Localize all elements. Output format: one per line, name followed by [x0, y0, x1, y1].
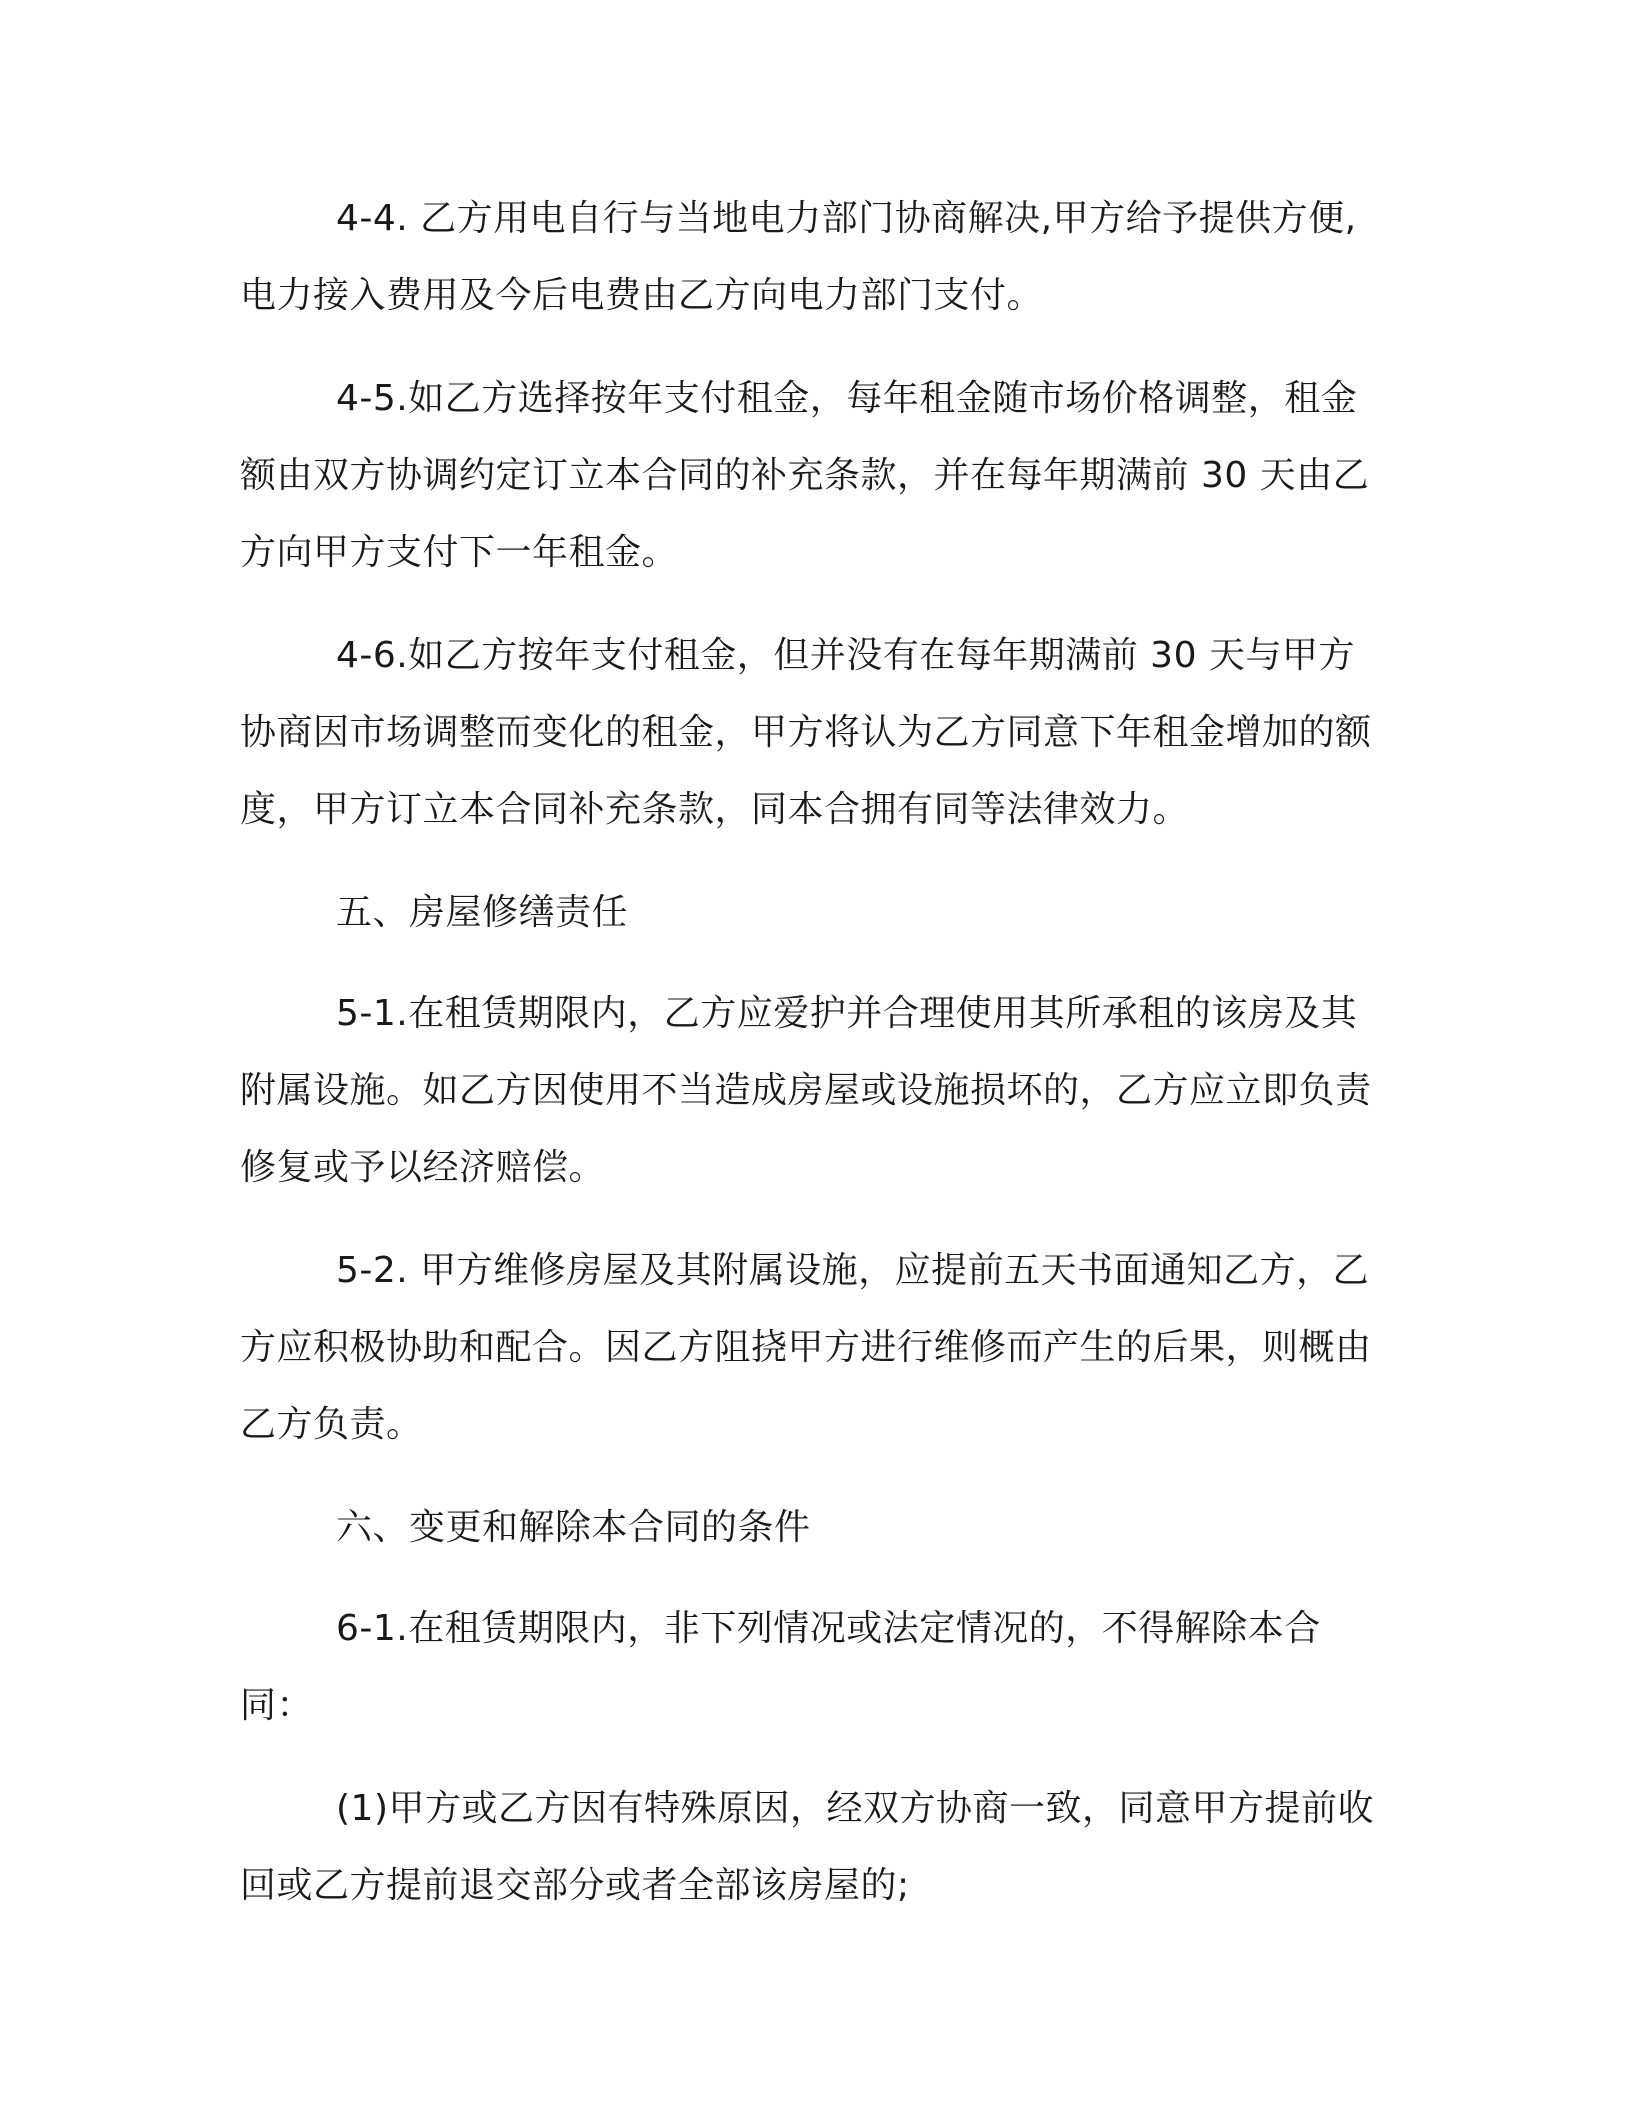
- clause-4-5: 4-5.如乙方选择按年支付租金，每年租金随市场价格调整，租金额由双方协调约定订立本合同的补充条款，并在每年期满前 30 天由乙方向甲方支付下一年租金。: [240, 378, 1370, 573]
- clause-6-1-item-1: (1)甲方或乙方因有特殊原因，经双方协商一致，同意甲方提前收回或乙方提前退交部分或者全部该房屋的;: [240, 1788, 1374, 1906]
- section-heading-6: 六、变更和解除本合同的条件: [336, 1507, 811, 1548]
- clause-6-1: 6-1.在租赁期限内，非下列情况或法定情况的，不得解除本合同：: [240, 1608, 1321, 1726]
- section-heading-5: 五、房屋修缮责任: [336, 892, 629, 933]
- clause-4-4: 4-4. 乙方用电自行与当地电力部门协商解决,甲方给予提供方便,电力接入费用及今后电费由乙方向电力部门支付。: [240, 198, 1357, 316]
- document-page: [240, 180, 1390, 1950]
- clause-4-6: 4-6.如乙方按年支付租金，但并没有在每年期满前 30 天与甲方协商因市场调整而变化的租金，甲方将认为乙方同意下年租金增加的额度，甲方订立本合同补充条款，同本合拥有同等法律效力。: [240, 635, 1372, 830]
- clause-5-2: 5-2. 甲方维修房屋及其附属设施，应提前五天书面通知乙方，乙方应积极协助和配合。因乙方阻挠甲方进行维修而产生的后果，则概由乙方负责。: [240, 1250, 1372, 1445]
- clause-5-1: 5-1.在租赁期限内，乙方应爱护并合理使用其所承租的该房及其附属设施。如乙方因使用不当造成房屋或设施损坏的，乙方应立即负责修复或予以经济赔偿。: [240, 993, 1372, 1188]
